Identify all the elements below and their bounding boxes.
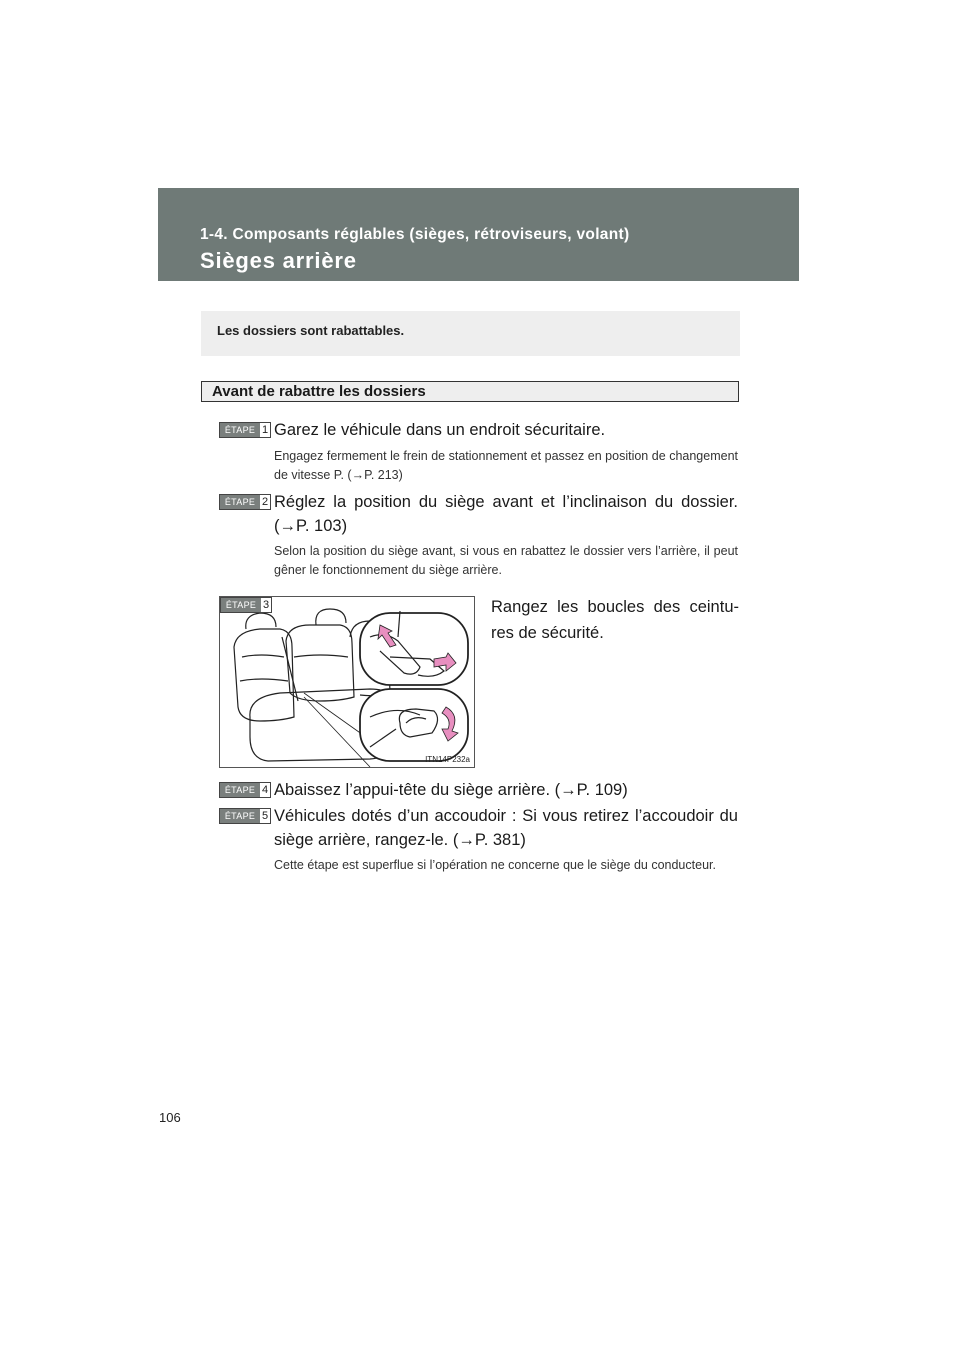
step-label: ÉTAPE xyxy=(220,495,260,509)
step-label: ÉTAPE xyxy=(220,809,260,823)
intro-box xyxy=(201,311,740,356)
step-label: ÉTAPE xyxy=(221,598,261,612)
step-3-text: Rangez les boucles des ceintu-res de sécurité. xyxy=(491,598,739,642)
intro-text: Les dossiers sont rabattables. xyxy=(217,323,405,338)
figure-code: ITN14P232a xyxy=(425,755,470,764)
step-label: ÉTAPE xyxy=(220,783,260,797)
step-number: 2 xyxy=(261,496,269,508)
step-1-note: Engagez fermement le frein de stationnement et passez en position de changement de vitesse P. (→P. 213) xyxy=(274,449,738,482)
step-number: 3 xyxy=(262,599,270,611)
page-number: 106 xyxy=(159,1110,181,1125)
step-4-text: Abaissez l’appui-tête du siège arrière. (→P. 109) xyxy=(274,781,628,799)
step-badge-3 xyxy=(220,597,272,613)
rear-seat-illustration xyxy=(220,597,475,768)
seat-belt-buckle-illustration xyxy=(219,596,475,768)
subsection-title: Avant de rabattre les dossiers xyxy=(212,383,426,400)
subsection-header xyxy=(201,381,739,402)
header-band xyxy=(158,188,799,281)
step-number: 5 xyxy=(261,810,269,822)
step-5-note: Cette étape est superflue si l’opération ne concerne que le siège du conducteur. xyxy=(274,858,716,872)
step-badge-2 xyxy=(219,494,271,510)
step-2-note: Selon la position du siège avant, si vous en rabattez le dossier vers l’arrière, il peut gêner le fonctionnement du siège arrière. xyxy=(274,544,738,577)
step-label: ÉTAPE xyxy=(220,423,260,437)
step-5-text: Véhicules dotés d’un accoudoir : Si vous retirez l’accoudoir du siège arrière, rangez-le. (→P. 381) xyxy=(274,807,738,849)
section-label: 1-4. Composants réglables (sièges, rétroviseurs, volant) xyxy=(200,226,630,243)
step-badge-4 xyxy=(219,782,271,798)
step-badge-1 xyxy=(219,422,271,438)
step-number: 1 xyxy=(261,424,269,436)
step-2-text: Réglez la position du siège avant et l’inclinaison du dossier. (→P. 103) xyxy=(274,493,738,535)
page-title: Sièges arrière xyxy=(200,248,357,273)
step-badge-5 xyxy=(219,808,271,824)
step-1-text: Garez le véhicule dans un endroit sécuritaire. xyxy=(274,421,606,439)
step-number: 4 xyxy=(261,784,269,796)
